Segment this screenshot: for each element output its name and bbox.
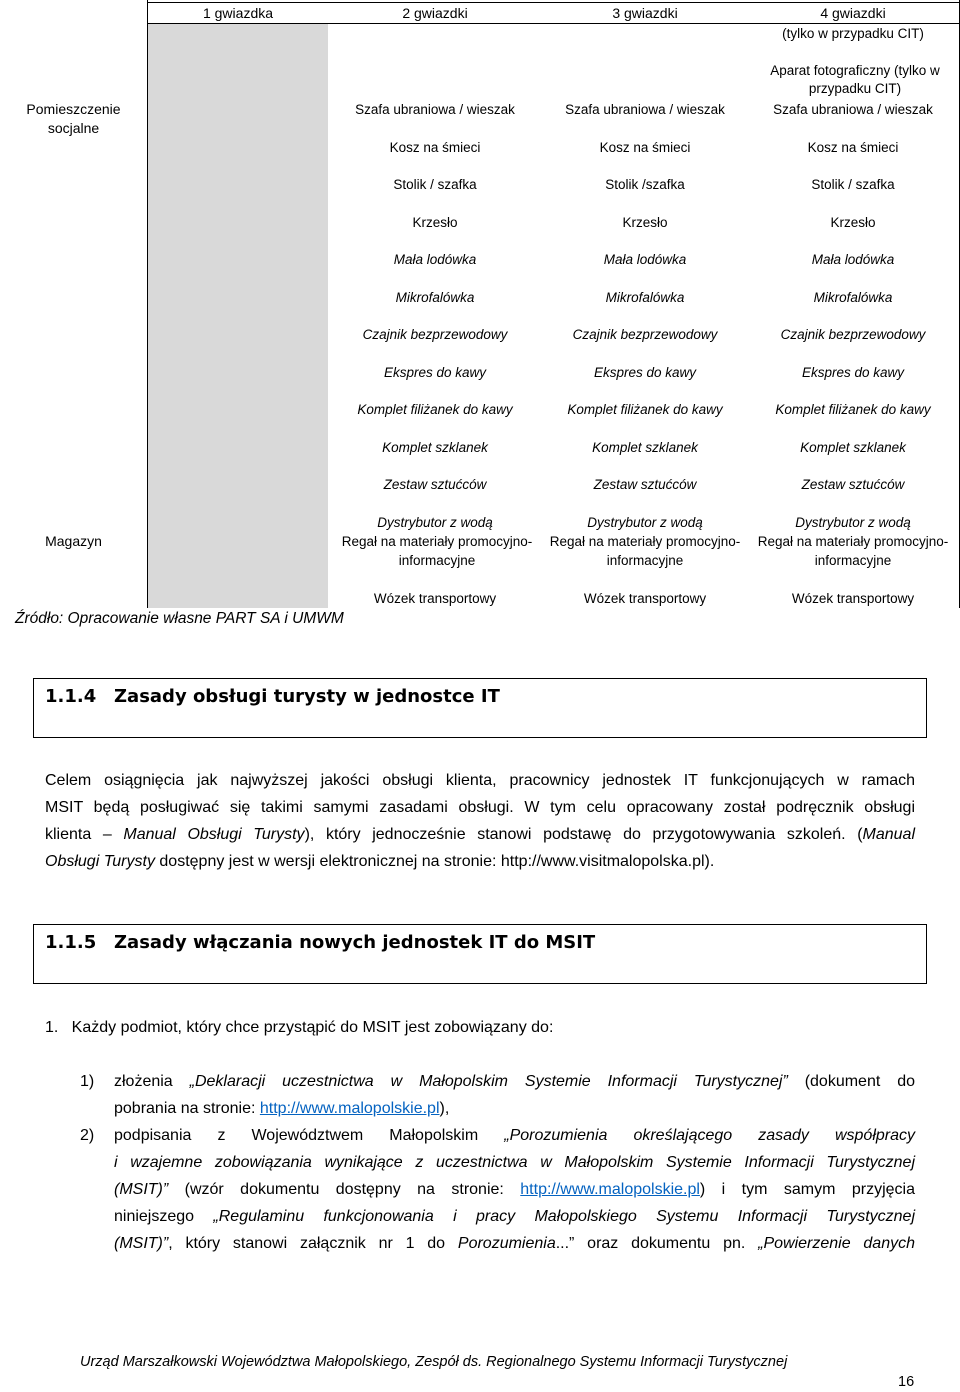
trolley-item-4: Wózek transportowy: [791, 591, 915, 606]
text-line: MSIT będą posługiwać się takimi samymi zasadami obsługi. W tym celu opracowany został podręcznik obsługi: [45, 799, 915, 816]
list-number: 2): [80, 1127, 95, 1144]
equipment-item: Dystrybutor z wodą: [795, 515, 911, 530]
equipment-item: Mała lodówka: [811, 252, 895, 267]
row-label-storage: Magazyn: [45, 533, 102, 549]
equipment-item: Krzesło: [830, 215, 876, 230]
equipment-item: Mikrofalówka: [395, 290, 475, 305]
equipment-item: Szafa ubraniowa / wieszak: [355, 102, 515, 117]
equipment-item: Dystrybutor z wodą: [587, 515, 703, 530]
point-1-text: 1. Każdy podmiot, który chce przystąpić do MSIT jest zobowiązany do:: [45, 1019, 554, 1036]
trolley-item-2: Wózek transportowy: [373, 591, 497, 606]
manual-title: Obsługi Turysty: [45, 853, 155, 870]
empty-column-shading: [148, 24, 328, 608]
text-run: ),: [439, 1100, 450, 1117]
equipment-item: Czajnik bezprzewodowy: [572, 327, 718, 342]
section-title: Zasady włączania nowych jednostek IT do MSIT: [114, 932, 596, 953]
document-title: „Regulaminu funkcjonowania i pracy Małopolskiego Systemu Informacji Turystycznej: [213, 1208, 915, 1225]
equipment-item: Krzesło: [622, 215, 668, 230]
equipment-item: Mała lodówka: [603, 252, 687, 267]
equipment-item: Czajnik bezprzewodowy: [780, 327, 926, 342]
text-run: (dokument do: [787, 1073, 916, 1090]
header-2-stars: 2 gwiazdki: [402, 5, 468, 21]
paragraph-service-rules: [45, 767, 915, 875]
shelf-item-2: Regał na materiały promocyjno-informacyjne: [341, 534, 533, 568]
camera-item: Aparat fotograficzny (tylko w przypadku CIT): [770, 63, 940, 96]
equipment-item: Krzesło: [412, 215, 458, 230]
equipment-item: Ekspres do kawy: [801, 365, 905, 380]
equipment-item: Ekspres do kawy: [383, 365, 487, 380]
text-line: [114, 1122, 915, 1149]
text-line: [114, 1068, 915, 1095]
text-run: dostępny jest w wersji elektronicznej na stronie: http://www.visitmalopolska.pl).: [154, 853, 715, 870]
text-line: Celem osiągnięcia jak najwyższej jakości obsługi klienta, pracownicy jednostek IT funkcjonujących w ramach: [45, 772, 915, 789]
text-line: [114, 1203, 915, 1230]
header-4-stars: 4 gwiazdki: [820, 5, 886, 21]
text-line: [114, 1095, 915, 1122]
text-line: [114, 1230, 915, 1257]
document-title: „Deklaracji uczestnictwa w Małopolskim Systemie Informacji Turystycznej”: [189, 1073, 788, 1090]
equipment-item: Komplet szklanek: [800, 440, 906, 455]
trolley-item-3: Wózek transportowy: [583, 591, 707, 606]
equipment-item: Kosz na śmieci: [807, 140, 899, 155]
equipment-item: Komplet filiżanek do kawy: [357, 402, 513, 417]
equipment-item: Szafa ubraniowa / wieszak: [565, 102, 725, 117]
text-run: niniejszego: [114, 1208, 214, 1225]
row-label-social-room: Pomieszczenie socjalne: [26, 101, 121, 136]
equipment-item: Komplet szklanek: [592, 440, 698, 455]
text-line: [114, 1176, 915, 1203]
equipment-item: Komplet filiżanek do kawy: [567, 402, 723, 417]
page-footer: Urząd Marszałkowski Województwa Małopolskiego, Zespół ds. Regionalnego Systemu Informacji Turystycznej: [80, 1354, 788, 1370]
equipment-item: Stolik / szafka: [811, 177, 895, 192]
malopolskie-link[interactable]: http://www.malopolskie.pl: [520, 1181, 700, 1198]
equipment-item: Zestaw sztućców: [593, 477, 697, 492]
manual-title: Manual: [862, 826, 916, 843]
shelf-item-4: Regał na materiały promocyjno-informacyjne: [757, 534, 949, 568]
text-run: ) i tym samym przyjęcia: [699, 1181, 915, 1198]
text-run: (wzór dokumentu dostępny na stronie:: [168, 1181, 521, 1198]
cit-note: (tylko w przypadku CIT): [782, 26, 924, 41]
document-title: (MSIT)”: [114, 1235, 169, 1252]
table-border: [147, 2, 959, 3]
equipment-item: Zestaw sztućców: [801, 477, 905, 492]
equipment-item: Czajnik bezprzewodowy: [362, 327, 508, 342]
shelf-item-3: Regał na materiały promocyjno-informacyjne: [549, 534, 741, 568]
section-number: 1.1.5: [45, 932, 97, 953]
header-1-star: 1 gwiazdka: [202, 5, 274, 21]
list-item-agreement: [114, 1122, 915, 1257]
equipment-item: Dystrybutor z wodą: [377, 515, 493, 530]
document-title: (MSIT)”: [114, 1181, 169, 1198]
equipment-item: Mała lodówka: [393, 252, 477, 267]
section-heading-box: [33, 924, 927, 984]
equipment-item: Mikrofalówka: [605, 290, 685, 305]
text-line: i wzajemne zobowiązania wynikające z uczestnictwa w Małopolskim Systemie Informacji Turystycznej: [114, 1154, 915, 1171]
document-title: Porozumienia: [457, 1235, 556, 1252]
section-heading-box: [33, 678, 927, 738]
equipment-item: Stolik / szafka: [393, 177, 477, 192]
equipment-item: Kosz na śmieci: [599, 140, 691, 155]
table-border: [147, 0, 148, 608]
equipment-item: Ekspres do kawy: [593, 365, 697, 380]
text-run: podpisania z Województwem Małopolskim: [114, 1127, 505, 1144]
equipment-item: Szafa ubraniowa / wieszak: [773, 102, 933, 117]
text-run: pobrania na stronie:: [114, 1100, 260, 1117]
text-run: klienta –: [45, 826, 124, 843]
text-run: ), który jednocześnie stanowi podstawę do przygotowywania szkoleń. (: [304, 826, 863, 843]
list-item-declaration: [114, 1068, 915, 1122]
section-title: Zasady obsługi turysty w jednostce IT: [114, 686, 500, 707]
equipment-table: [0, 0, 960, 608]
text-line: [45, 848, 915, 875]
text-run: ...” oraz dokumentu pn.: [555, 1235, 759, 1252]
equipment-item: Komplet filiżanek do kawy: [775, 402, 931, 417]
list-number: 1): [80, 1073, 95, 1090]
equipment-item: Zestaw sztućców: [383, 477, 487, 492]
table-source-caption: Źródło: Opracowanie własne PART SA i UMWM: [15, 610, 344, 627]
equipment-item: Stolik /szafka: [605, 177, 685, 192]
document-title: „Porozumienia określającego zasady współpracy: [504, 1127, 915, 1144]
section-number: 1.1.4: [45, 686, 97, 707]
text-run: , który stanowi załącznik nr 1 do: [168, 1235, 458, 1252]
equipment-item: Mikrofalówka: [813, 290, 893, 305]
equipment-item: Komplet szklanek: [382, 440, 488, 455]
header-3-stars: 3 gwiazdki: [612, 5, 678, 21]
manual-title: Manual Obsługi Turysty: [123, 826, 305, 843]
text-line: [45, 821, 915, 848]
page-number: 16: [898, 1374, 915, 1390]
text-run: złożenia: [114, 1073, 190, 1090]
document-title: „Powierzenie danych: [758, 1235, 915, 1252]
equipment-item: Kosz na śmieci: [389, 140, 481, 155]
malopolskie-link[interactable]: http://www.malopolskie.pl: [259, 1100, 440, 1117]
